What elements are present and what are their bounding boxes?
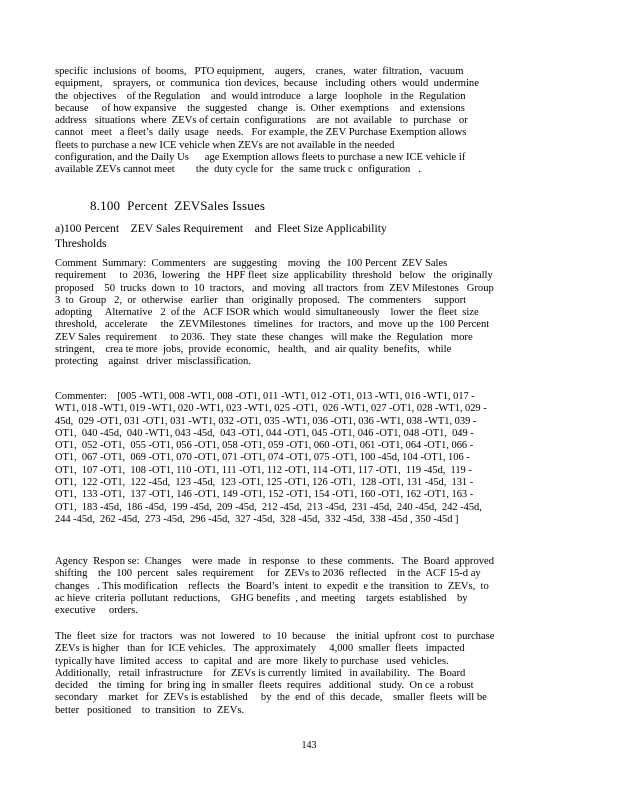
section-heading: 8.100 Percent ZEVSales Issues — [90, 198, 266, 213]
page-number: 143 — [301, 740, 317, 751]
agency-response-paragraph: Agency Respon se: Changes were made in response to these comments. The Board approved shifting the 100 percent sales requirement for ZEVs to 2036 reflected in the ACF 15-d ay changes . This modification reflects the Board’s intent to expedit e the transition to ZEVs, to ac hieve criteria pollutant reductions, GHG benefits , and meeting targets established by executive orders. — [55, 556, 495, 617]
commenter-list-paragraph: Commenter: [005 -WT1, 008 -WT1, 008 -OT1, 011 -WT1, 012 -OT1, 013 -WT1, 016 -WT1, 017 - WT1, 018 -WT1, 019 -WT1, 020 -WT1, 023 -WT1, 025 -OT1, 026 -WT1, 027 -OT1, 028 -WT1, 029 - 45d, 029 -OT1, 031 -OT1, 031 -WT1, 032 -OT1, 035 -WT1, 036 -OT1, 036 -WT1, 038 -WT1, 039 - OT1, 040 -45d, 040 -WT1, 043 -45d, 043 -OT1, 044 -OT1, 045 -OT1, 046 -OT1, 048 -OT1, 049 - OT1, 052 -OT1, 055 -OT1, 056 -OT1, 058 -OT1, 059 -OT1, 060 -OT1, 061 -OT1, 064 -OT1, 066 - OT1, 067 -OT1, 069 -OT1, 070 -OT1, 071 -OT1, 074 -OT1, 075 -OT1, 100 -45d, 104 -OT1, 106 - OT1, 107 -OT1, 108 -OT1, 110 -OT1, 111 -OT1, 112 -OT1, 114 -OT1, 117 -OT1, 119 -45d, 119 - OT1, 122 -OT1, 122 -45d, 123 -45d, 123 -OT1, 125 -OT1, 126 -OT1, 128 -OT1, 131 -45d, 131 - OT1, 133 -OT1, 137 -OT1, 146 -OT1, 149 -OT1, 152 -OT1, 154 -OT1, 160 -OT1, 162 -OT1, 163 - OT1, 183 -45d, 186 -45d, 199 -45d, 209 -45d, 212 -45d, 213 -45d, 231 -45d, 240 -45d, 242 -45d, 244 -45d, 262 -45d, 273 -45d, 296 -45d, 327 -45d, 328 -45d, 332 -45d, 338 -45d , 350 -45d ] — [55, 391, 487, 525]
intro-paragraph: specific inclusions of booms, PTO equipment, augers, cranes, water filtration, vacuum equipment, sprayers, or communica tion devices, because including others would undermine the objectives of the Regulation and would introduce a large loophole in the Regulation because of how expansive the suggested change is. Other exemptions and extensions address situations where ZEVs of certain configurations are not available to purchase or cannot meet a fleet’s daily usage needs. For example, the ZEV Purchase Exemption allows fleets to purchase a new ICE vehicle when ZEVs are not available in the needed configuration, and the Daily Us age Exemption allows fleets to purchase a new ICE vehicle if available ZEVs cannot meet the duty cycle for the same truck c onfiguration . — [55, 66, 479, 176]
subsection-heading: a)100 Percent ZEV Sales Requirement and Fleet Size Applicability Thresholds — [55, 222, 387, 250]
comment-summary-paragraph: Comment Summary: Commenters are suggesting moving the 100 Percent ZEV Sales requirement to 2036, lowering the HPF fleet size applicability threshold below the originally proposed 50 trucks down to 10 tractors, and moving all tractors from ZEV Milestones Group 3 to Group 2, or otherwise earlier than originally proposed. The commenters support adopting Alternative 2 of the ACF ISOR which would simultaneously lower the fleet size threshold, accelerate the ZEVMilestones timelines for tractors, and move up the 100 Percent ZEV Sales requirement to 2036. They state these changes will make the Regulation more stringent, crea te more jobs, provide economic, health, and air quality benefits, while protecting against driver misclassification. — [55, 258, 494, 368]
fleet-size-paragraph: The fleet size for tractors was not lowered to 10 because the initial upfront cost to purchase ZEVs is higher than for ICE vehicles. The approximately 4,000 smaller fleets impacted typically have limited access to capital and are more likely to purchase used vehicles. Additionally, retail infrastructure for ZEVs is currently limited in availability. The Board decided the timing for bring ing in smaller fleets requires additional study. On ce a robust secondary market for ZEVs is established by the end of this decade, smaller fleets will be better positioned to transition to ZEVs. — [55, 631, 495, 716]
